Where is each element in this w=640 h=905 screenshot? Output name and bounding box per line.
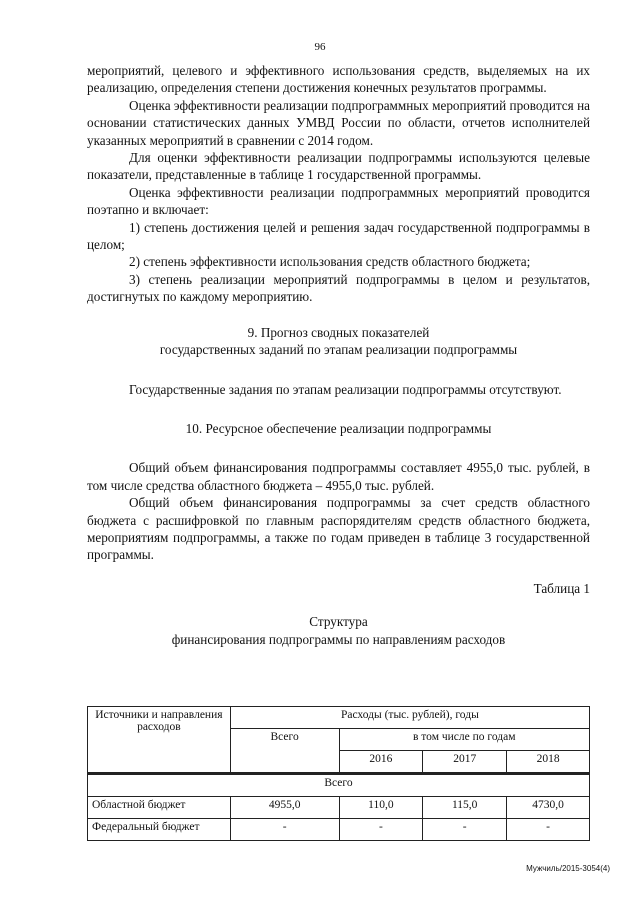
table-group-row	[88, 774, 590, 797]
financing-table	[87, 706, 590, 841]
footer-code: Мужчиль/2015-3054(4)	[526, 864, 610, 873]
section-10-heading: 10. Ресурсное обеспечение реализации подпрограммы	[185, 420, 492, 436]
row-2017: -	[423, 819, 507, 841]
row-name: Областной бюджет	[88, 797, 231, 819]
section-9-heading-line1: 9. Прогноз сводных показателей	[247, 324, 430, 340]
list-item-1: 1) степень достижения целей и решения задач государственной подпрограммы в целом;	[87, 219, 590, 253]
paragraph-assessment-basis: Оценка эффективности реализации подпрограммных мероприятий проводится на основании статистических данных УМВД России по области, отчетов исполнителей указанных мероприятий в сравнении с 2014 годом.	[87, 97, 590, 148]
group-label: Всего	[88, 774, 590, 797]
header-year-2016: 2016	[339, 751, 423, 774]
header-year-2018: 2018	[507, 751, 590, 774]
table-header-row	[88, 707, 590, 729]
section-9-heading-line2: государственных заданий по этапам реализации подпрограммы	[159, 342, 518, 358]
header-expenses: Расходы (тыс. рублей), годы	[230, 707, 589, 729]
paragraph-target-indicators: Для оценки эффективности реализации подпрограммы используются целевые показатели, представленные в таблице 1 государственной программы.	[87, 150, 590, 183]
row-2016: 110,0	[339, 797, 423, 819]
table-title-line1: Структура	[309, 614, 368, 630]
paragraph-stages: Оценка эффективности реализации подпрограммных мероприятий проводится поэтапно и включает:	[87, 184, 590, 218]
header-sources: Источники и направления расходов	[88, 707, 231, 774]
section-9-text: Государственные задания по этапам реализации подпрограммы отсутствуют.	[129, 381, 562, 397]
section-10-paragraph-1: Общий объем финансирования подпрограммы составляет 4955,0 тыс. рублей, в том числе средства областного бюджета – 4955,0 тыс. рублей.	[87, 460, 590, 493]
table-row	[88, 797, 590, 819]
row-name: Федеральный бюджет	[88, 819, 231, 841]
row-2018: -	[507, 819, 590, 841]
list-item-3: 3) степень реализации мероприятий подпрограммы в целом и результатов, достигнутых по каждому мероприятию.	[87, 271, 590, 305]
table-title-line2: финансирования подпрограммы по направлениям расходов	[171, 631, 506, 647]
page-number: 96	[314, 41, 326, 53]
row-2018: 4730,0	[507, 797, 590, 819]
header-total: Всего	[230, 729, 339, 774]
row-total: 4955,0	[230, 797, 339, 819]
section-10-paragraph-2: Общий объем финансирования подпрограммы за счет средств областного бюджета с расшифровкой по главным распорядителям средств областного бюджета, мероприятиям подпрограммы, а также по годам приведен в таблице 3 государственной программы.	[87, 495, 590, 563]
list-item-2: 2) степень эффективности использования средств областного бюджета;	[129, 254, 531, 270]
header-year-2017: 2017	[423, 751, 507, 774]
row-2017: 115,0	[423, 797, 507, 819]
paragraph-continuation: мероприятий, целевого и эффективного использования средств, выделяемых на их реализацию, определения степени достижения конечных результатов программы.	[87, 63, 590, 96]
table-label: Таблица 1	[533, 580, 590, 596]
row-total: -	[230, 819, 339, 841]
row-2016: -	[339, 819, 423, 841]
header-including: в том числе по годам	[339, 729, 590, 751]
table-row	[88, 819, 590, 841]
document-body	[87, 62, 590, 648]
